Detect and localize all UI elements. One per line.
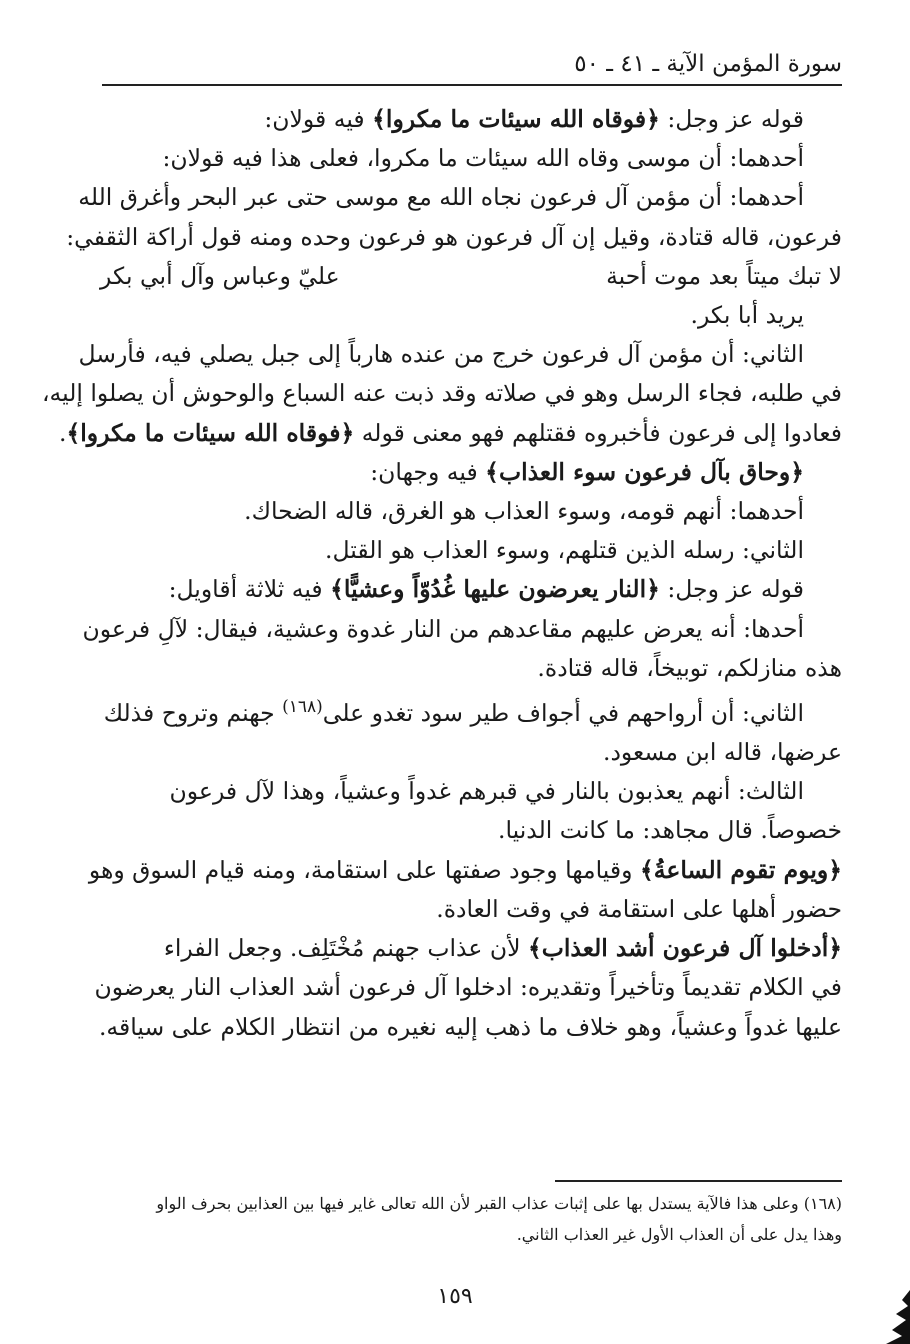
- text-segment: أحدها: أنه يعرض عليهم مقاعدهم من النار غدوة وعشية، فيقال: لآلِ فرعون: [82, 614, 804, 643]
- quran-quote: ﴿وحاق بآل فرعون سوء العذاب﴾: [485, 457, 804, 486]
- text-segment: الثاني: رسله الذين قتلهم، وسوء العذاب هو القتل.: [324, 536, 804, 565]
- text-segment: يريد أبا بكر.: [690, 301, 804, 330]
- text-line: [41, 374, 842, 413]
- quran-quote: ﴿فوقاه الله سيئات ما مكروا﴾: [372, 105, 660, 133]
- quran-quote: ﴿ويوم تقوم الساعةُ﴾: [639, 855, 842, 884]
- text-segment: قوله عز وجل:: [659, 105, 804, 133]
- text-line: [100, 570, 842, 609]
- text-line: [78, 178, 842, 217]
- header-rule: [102, 84, 842, 86]
- text-segment: أحدهما: أن مؤمن آل فرعون نجاه الله مع موسى حتى عبر البحر وأغرق الله: [78, 183, 804, 212]
- text-segment: عرضها، قاله ابن مسعود.: [602, 738, 842, 767]
- footnote-rule: [555, 1180, 842, 1182]
- text-segment: فيه وجهان:: [370, 457, 486, 486]
- text-line: [100, 772, 842, 811]
- text-line: [100, 733, 842, 772]
- page-corner-decoration: [872, 1284, 910, 1344]
- footnote-line-1: (١٦٨) وعلى هذا فالآية يستدل بها على إثبات عذاب القبر لأن الله تعالى غاير فيها بين العذابين بحرف الواو: [156, 1194, 842, 1213]
- text-segment: الثالث: أنهم يعذبون بالنار في قبرهم غدواً وعشياً، وهذا لآل فرعون: [169, 777, 804, 806]
- text-line: [88, 851, 842, 890]
- text-line: [100, 811, 842, 850]
- text-segment: في الكلام تقديماً وتأخيراً وتقديره: ادخلوا آل فرعون أشد العذاب النار يعرضون: [94, 973, 842, 1002]
- text-line: [100, 100, 842, 139]
- text-line: [100, 139, 842, 178]
- text-segment: وقيامها وجود صفتها على استقامة، ومنه قيام السوق وهو: [88, 855, 640, 884]
- text-segment: خصوصاً. قال مجاهد: ما كانت الدنيا.: [497, 816, 842, 845]
- text-line: [59, 414, 842, 453]
- text-line: [100, 453, 842, 492]
- running-title: سورة المؤمن الآية ـ ٤١ ـ ٥٠: [574, 51, 842, 77]
- text-segment: الثاني: أن مؤمن آل فرعون خرج من عنده هارباً إلى جبل يصلي فيه، فأرسل: [78, 340, 804, 369]
- text-segment: عليها غدواً وعشياً، وهو خلاف ما ذهب إليه نغيره من انتظار الكلام على سياقه.: [98, 1012, 842, 1041]
- footnote-ref: (١٦٨): [282, 697, 323, 718]
- text-block-before-poem: [66, 100, 842, 257]
- text-segment: حضور أهلها على استقامة في وقت العادة.: [436, 894, 842, 923]
- text-segment: هذه منازلكم، توبيخاً، قاله قتادة.: [537, 653, 842, 682]
- text-segment: فعادوا إلى فرعون فأخبروه فقتلهم فهو معنى قوله: [354, 418, 842, 447]
- running-header: [100, 44, 842, 84]
- text-line: [82, 610, 842, 649]
- text-line: [100, 649, 842, 688]
- text-line: [78, 335, 842, 374]
- quran-quote: ﴿النار يعرضون عليها غُدُوّاً وعشيًّا﴾: [330, 575, 660, 604]
- footnotes: [100, 1188, 842, 1250]
- text-line: [100, 1008, 842, 1047]
- text-segment: قوله عز وجل:: [659, 575, 804, 604]
- text-segment: فيه قولان:: [264, 105, 373, 133]
- main-text: [41, 100, 842, 1047]
- text-segment: فيه ثلاثة أقاويل:: [168, 575, 331, 604]
- text-block-after-poem: [41, 296, 842, 1047]
- text-line: [100, 688, 842, 733]
- poem-verse: [100, 257, 842, 296]
- text-line: [100, 531, 842, 570]
- quran-quote: ﴿فوقاه الله سيئات ما مكروا﴾: [66, 418, 355, 447]
- text-line: [100, 296, 842, 335]
- poem-hemistich-2: عليّ وعباس وآل أبي بكر: [100, 261, 340, 290]
- text-segment: أحدهما: أنهم قومه، وسوء العذاب هو الغرق، قاله الضحاك.: [244, 497, 804, 526]
- text-line: [100, 492, 842, 531]
- text-line: [100, 890, 842, 929]
- text-segment: .: [59, 418, 67, 447]
- text-segment: أحدهما: أن موسى وقاه الله سيئات ما مكروا، فعلى هذا فيه قولان:: [162, 144, 804, 173]
- text-line: [66, 218, 842, 257]
- text-segment: فرعون، قاله قتادة، وقيل إن آل فرعون هو فرعون وحده ومنه قول أراكة الثقفي:: [66, 222, 842, 251]
- text-segment: لأن عذاب جهنم مُخْتَلِف. وجعل الفراء: [163, 934, 528, 963]
- text-segment: جهنم وتروح فذلك: [103, 698, 283, 727]
- footnote-line-2: وهذا يدل على أن العذاب الأول غير العذاب الثاني.: [516, 1225, 842, 1244]
- text-line: [100, 929, 842, 968]
- text-segment: الثاني: أن أرواحهم في أجواف طير سود تغدو على: [322, 698, 804, 727]
- quran-quote: ﴿أدخلوا آل فرعون أشد العذاب﴾: [527, 934, 842, 963]
- page-number: ١٥٩: [437, 1284, 473, 1309]
- poem-hemistich-1: لا تبك ميتاً بعد موت أحبة: [606, 261, 842, 290]
- text-line: [94, 968, 842, 1007]
- text-segment: في طلبه، فجاء الرسل وهو في صلاته وقد ذبت عنه السباع والوحوش أن يصلوا إليه،: [41, 379, 842, 408]
